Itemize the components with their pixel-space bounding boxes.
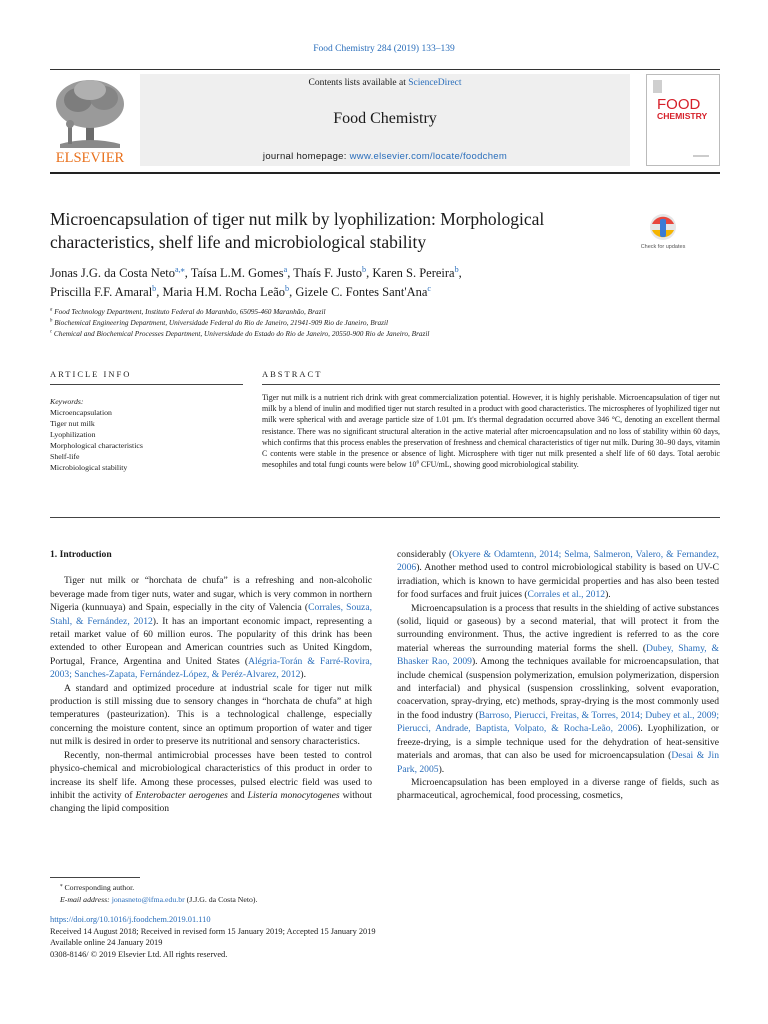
affiliation-line: $^b$ Biochemical Engineering Department, Universidade Federal do Rio de Janeiro, 21941-909 Rio de Janeiro, Brazil (50, 318, 389, 327)
online-date: Available online 24 January 2019 (50, 938, 163, 947)
author-affiliation-mark[interactable]: b (152, 283, 157, 293)
keyword: Morphological characteristics (50, 441, 143, 450)
abstract-body: Tiger nut milk is a nutrient rich drink with great commercialization potential. However, it is highly perishable. Microencapsulation of tiger nut milk by a blend of inulin and modified tiger nut starch resulted in a product with good characteristics. The microspheres of lyophilized tiger nut milk were spherical with and average particle size of 1.01 µm. It's thermal degradation occurred above 346 °C, denoting an excellent thermal resistance. There was no significant structural alteration in the active material after microencapsulation and no loss of stability within 60 days, which confirms that this process enables the preservation of freshness and chemical characteristics of tiger nut milk. During 30–90 days, vitamin C contents were stable in the presence or absence of light. Microsphere with tiger nut milk presented a shelf life of 60 days. Total aerobic mesophiles and total fungi counts were below 10 (262, 393, 720, 470)
abstract-label: ABSTRACT (262, 369, 323, 379)
abstract-exponent: 6 (416, 459, 420, 466)
author-affiliation-mark[interactable]: b (454, 264, 459, 274)
author-name: Karen S. Pereira (372, 266, 455, 280)
svg-text:Check for updates: Check for updates (640, 244, 686, 250)
keywords-block (50, 396, 250, 473)
author-affiliation-mark[interactable]: c (427, 283, 432, 293)
author-affiliation-mark[interactable]: b (285, 283, 290, 293)
svg-text:ELSEVIER: ELSEVIER (55, 150, 125, 166)
species-name: Enterobacter aerogenes (135, 789, 228, 801)
header-rule-bottom (50, 172, 720, 174)
affiliation-line: $^a$ Food Technology Department, Instituto Federal do Maranhão, 65095-460 Maranhão, Brazil (50, 307, 326, 316)
species-name: Listeria monocytogenes (247, 789, 340, 801)
email-note (50, 894, 390, 906)
corresponding-author-note (50, 882, 390, 894)
paragraph-1: Tiger nut milk or “horchata de chufa” is a refreshing and non-alcoholic beverage made from tiger nuts, water and sugar, which is very common in northern Nigeria (kunnuaya) and Spain, especially in the city of Valencia (Corrales, Souza, Stahl, & Fernández, 2012). It has an important economic impact, representing a retail market value of 60 million euros. The popularity of this drink has been extended to other European and American countries such as United Kingdom, Portugal, France, Argentina and United States (Alégria-Torán & Farré-Rovira, 2003; Sanches-Zapata, Fernández-López, & Peréz-Alvarez, 2012). (50, 575, 372, 681)
keyword: Shelf-life (50, 452, 80, 461)
keywords-heading: Keywords: (50, 397, 84, 406)
copyright: 0308-8146/ © 2019 Elsevier Ltd. All rights reserved. (50, 949, 228, 959)
contents-prefix: Contents lists available at (308, 78, 409, 88)
svg-text:FOOD: FOOD (657, 96, 701, 113)
crossmark-icon (640, 212, 686, 258)
footnote-mark: ⁎ (60, 882, 63, 889)
contents-line (140, 78, 630, 88)
keyword: Lyophilization (50, 430, 96, 439)
citation-link[interactable]: Dubey, Shamy, & Bhasker Rao, 2009 (397, 642, 719, 668)
paragraph-3: Recently, non-thermal antimicrobial processes have been tested to control physico-chemical and microbiological characteristics of this product in order to increase its shelf life. Among these processes, pulsed electric field was used to inhibit the activity of Enterobacter aerogenes and Listeria monocytogenes without changing the lipid composition (50, 749, 372, 815)
check-for-updates-badge[interactable] (640, 212, 686, 258)
citation-link[interactable]: Corrales et al., 2012 (527, 589, 606, 601)
abstract-text (262, 392, 720, 470)
author-name: Taísa L.M. Gomes (190, 266, 284, 280)
article-info-rule (50, 384, 243, 385)
author-name: Priscilla F.F. Amaral (50, 285, 153, 299)
email-label: E-mail address: (60, 895, 110, 904)
paragraph-5: Microencapsulation is a process that results in the shielding of active substances (solid, liquid or gaseous) by a second material, that will protect it from the surrounding environment. Thus, the active ingredient is referred to as the core material whereas the surrounding material forms the shell. (Dubey, Shamy, & Bhasker Rao, 2009). Among the techniques available for microencapsulation, that include chemical (suspension polymerization, emulsion polymerization, dispersion and interfacial) and physical (suspension crosslinking, solvent evaporation, coacervation, spray-drying, etc) methods, spray-drying is the most commonly used in the food industry (Barroso, Pierucci, Freitas, & Torres, 2014; Dubey et al., 2009; Pierucci, Andrade, Baptista, Volpato, & Rocha-Leão, 2006). Lyophilization, or freeze-drying, is a simple technique used for the dehydration of heat-sensitive materials and aromas, that can also be used for microencapsulation (Desai & Jin Park, 2005). (397, 602, 719, 775)
received-dates: Received 14 August 2018; Received in revised form 15 January 2019; Accepted 15 January 2019 (50, 926, 376, 936)
journal-cover-thumbnail[interactable] (646, 74, 720, 166)
doi-link[interactable]: https://doi.org/10.1016/j.foodchem.2019.01.110 (50, 915, 211, 924)
citation-link[interactable]: Desai & Jin Park, 2005 (397, 750, 719, 775)
svg-text:CHEMISTRY: CHEMISTRY (657, 111, 708, 121)
email-owner: (J.J.G. da Costa Neto). (184, 895, 258, 904)
article-title (50, 208, 610, 254)
author-name: Gizele C. Fontes Sant'Ana (295, 285, 428, 299)
citation-link[interactable]: Corrales, Souza, Stahl, & Fernández, 2012 (50, 602, 372, 627)
affiliation-line: $^c$ Chemical and Biochemical Processes Department, Universidade do Estado do Rio de Janeiro, 20550-900 Rio de Janeiro, Brazil (50, 329, 430, 338)
author-name: Maria H.M. Rocha Leão (162, 285, 286, 299)
footnote (50, 882, 390, 906)
keyword-list (50, 407, 250, 473)
article-info-label: ARTICLE INFO (50, 369, 132, 379)
body-column-right (397, 548, 719, 803)
journal-citation-link[interactable]: Food Chemistry 284 (2019) 133–139 (313, 44, 455, 54)
keyword: Microbiological stability (50, 463, 128, 472)
elsevier-tree-icon (50, 74, 130, 166)
citation-link[interactable]: Okyere & Odamtenn, 2014; Selma, Salmeron, Valero, & Fernandez, 2006 (397, 549, 719, 574)
section-heading-introduction: 1. Introduction (50, 549, 112, 560)
abstract-tail: CFU/mL, showing good microbiological stability. (419, 460, 579, 470)
author-affiliation-mark[interactable]: b (362, 264, 367, 274)
abstract-bottom-rule (50, 517, 720, 518)
affiliations (50, 306, 650, 339)
sciencedirect-link[interactable]: ScienceDirect (408, 78, 462, 88)
abstract-rule (262, 384, 720, 385)
paragraph-6: Microencapsulation has been employed in a diverse range of fields, such as pharmaceutical, agrochemical, food processing, cosmetics, (397, 776, 719, 802)
author-list: Jonas J.G. da Costa Neto$^{a,⁎}$, Taísa L.M. Gomes$^a$, Thaís F. Justo$^b$, Karen S. Pereira$^b$, Priscilla F.F. Amaral$^b$, Maria H.M. Rocha Leão$^b$, Gizele C. Fontes Sant'Ana$^c$ (50, 264, 462, 299)
keyword: Microencapsulation (50, 408, 112, 417)
header-rule-top (50, 69, 720, 70)
author-affiliation-mark[interactable]: a,⁎ (175, 264, 185, 274)
keyword: Tiger nut milk (50, 419, 95, 428)
elsevier-logo[interactable] (50, 74, 130, 166)
author-name: Thaís F. Justo (293, 266, 363, 280)
paragraph-2: A standard and optimized procedure at industrial scale for tiger nut milk production is still missing due to sensory changes in “horchata de chufa” at high temperatures (pasteurization). This is a technological challenge, especially concerning the moisture content, since an optimum proportion of water and tiger nut milk is desired in order to preserve its nutritional and sensory characteristics. (50, 682, 372, 748)
citation-link[interactable]: Barroso, Pierucci, Freitas, & Torres, 2014; Dubey et al., 2009; Pierucci, Andrade, Baptista, Volpato, & Rocha-Leão, 2006 (397, 709, 719, 735)
author-name: Jonas J.G. da Costa Neto (50, 266, 175, 280)
citation-link[interactable]: Alégria-Torán & Farré-Rovira, 2003; Sanches-Zapata, Fernández-López, & Peréz-Alvarez, 2012 (50, 655, 372, 681)
footnote-rule (50, 877, 140, 878)
title-line-1: Microencapsulation of tiger nut milk by lyophilization: Morphological (50, 209, 545, 229)
paragraph-4: considerably (Okyere & Odamtenn, 2014; Selma, Salmeron, Valero, & Fernandez, 2006). Another method used to control microbiological stability is based on UV-C irradiation, which is known to have germicidal properties and has also been tested for food surfaces and fruit juices (Corrales et al., 2012). (397, 549, 719, 601)
journal-name: Food Chemistry (333, 110, 437, 127)
homepage-prefix: journal homepage: (262, 151, 350, 162)
corresponding-label: Corresponding author. (64, 883, 135, 892)
article-metadata (50, 914, 550, 960)
title-line-2: characteristics, shelf life and microbiological stability (50, 232, 427, 252)
email-link[interactable]: jonasneto@ifma.edu.br (111, 895, 185, 904)
body-column-left (50, 548, 372, 816)
journal-cover-icon (647, 75, 719, 165)
homepage-link[interactable]: www.elsevier.com/locate/foodchem (349, 151, 508, 162)
journal-homepage (140, 151, 630, 162)
author-affiliation-mark[interactable]: a (283, 264, 288, 274)
